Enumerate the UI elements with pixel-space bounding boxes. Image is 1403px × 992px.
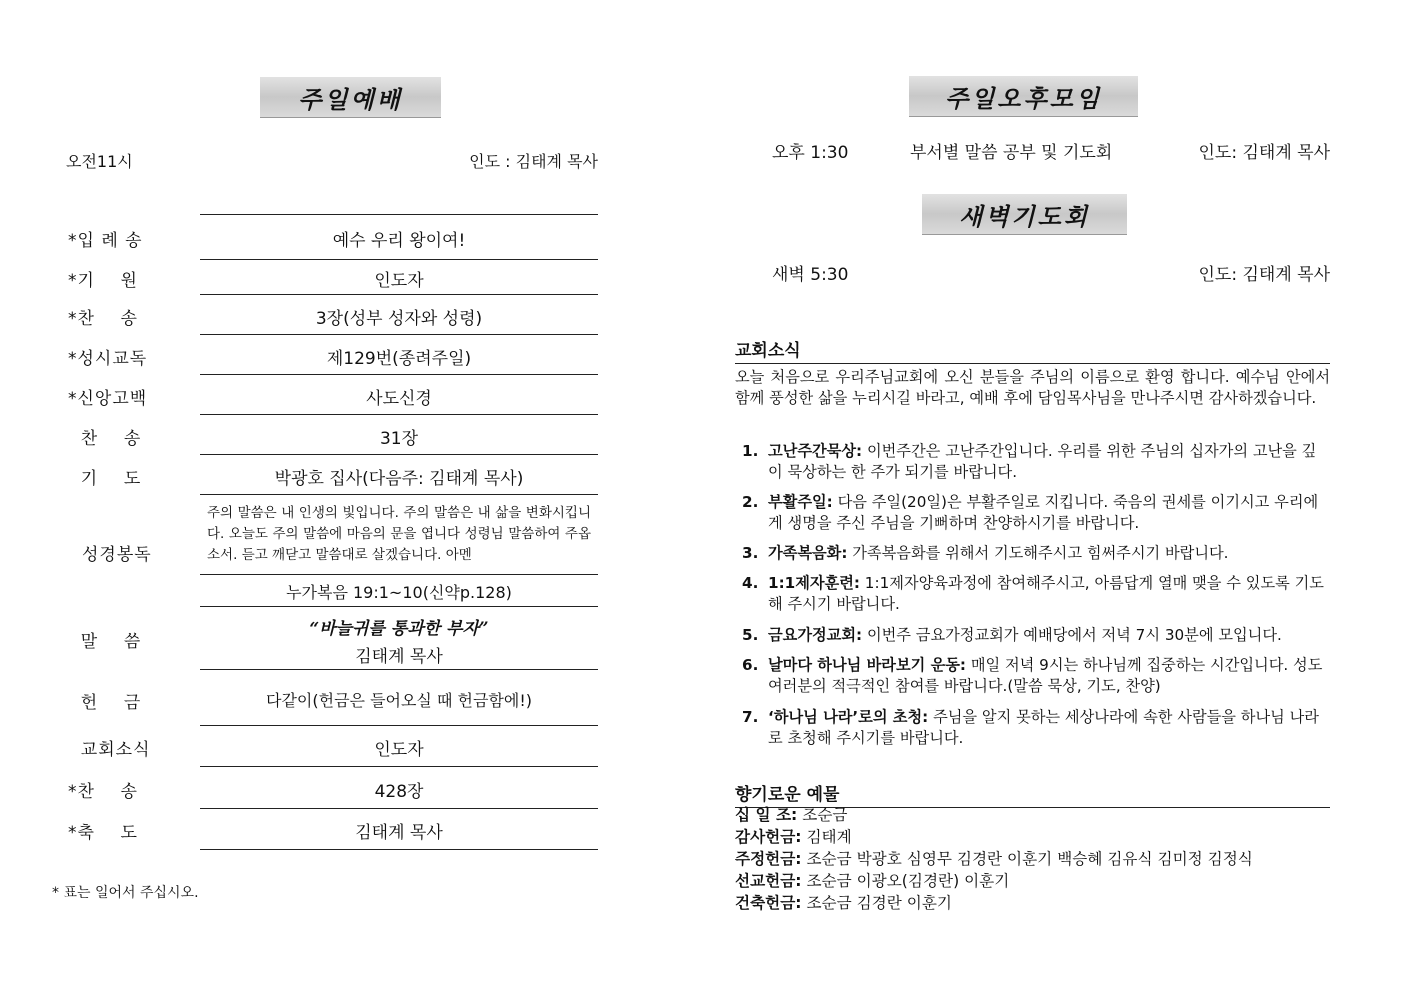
news-item-number: 4. — [742, 574, 759, 592]
footnote: * 표는 일어서 주십시오. — [52, 885, 199, 901]
dawn-title-banner — [922, 194, 1127, 235]
offering-line — [735, 848, 1330, 870]
news-item-head: 금요가정교회: — [768, 626, 863, 644]
news-item-body: 매일 저녁 9시는 하나님께 집중하는 시간입니다. 성도 여러분의 적극적인 참여를 바랍니다.(말씀 묵상, 기도, 찬양) — [768, 656, 1323, 695]
reading-label: 성경봉독 — [82, 545, 152, 565]
table-line — [200, 414, 598, 415]
news-item — [742, 441, 1330, 483]
offering-line-label: 감사헌금: — [735, 828, 802, 846]
offering-line-names: 김태계 — [806, 828, 852, 846]
order-label: 기 도 — [68, 469, 142, 489]
offering-line-names: 조순금 김경란 이훈기 — [806, 894, 952, 912]
offering-line-names: 조순금 이광오(김경란) 이훈기 — [806, 872, 1010, 890]
order-value: 31장 — [379, 429, 419, 449]
offering-line-names: 조순금 박광호 심영무 김경란 이훈기 백승혜 김유식 김미정 김정식 — [806, 850, 1253, 868]
order-value: 제129번(종려주일) — [326, 349, 472, 369]
order-label: *신앙고백 — [68, 389, 148, 409]
table-line — [200, 669, 598, 670]
dawn-time: 새벽 5:30 — [772, 265, 849, 285]
offering-line-label: 십 일 조: — [735, 806, 798, 824]
table-line — [200, 808, 598, 809]
news-item-head: 고난주간묵상: — [768, 442, 863, 460]
order-value: 예수 우리 왕이여! — [332, 231, 466, 251]
table-line — [200, 606, 598, 607]
news-item-head: 1:1제자훈련: — [768, 574, 860, 592]
news-item — [742, 573, 1330, 615]
news-item-head: 날마다 하나님 바라보기 운동: — [768, 656, 966, 674]
news-item-head: 부활주일: — [768, 493, 833, 511]
sermon-speaker: 김태계 목사 — [355, 647, 443, 667]
order-label: *입 례 송 — [68, 231, 143, 251]
worship-leader: 인도 : 김태계 목사 — [469, 152, 598, 171]
reading-reference: 누가복음 19:1~10(신약p.128) — [286, 583, 512, 602]
offering-line — [735, 870, 1330, 892]
table-line — [200, 494, 598, 495]
table-line — [200, 574, 598, 575]
order-value: 3장(성부 성자와 성령) — [315, 309, 483, 329]
news-item — [742, 707, 1330, 749]
worship-time: 오전11시 — [66, 152, 133, 171]
news-item-head: 가족복음화: — [768, 544, 848, 562]
closing-hymn-value: 428장 — [374, 782, 424, 802]
table-line — [200, 725, 598, 726]
news-section-title-text: 교회소식 — [735, 341, 801, 361]
news-item — [742, 625, 1330, 646]
afternoon-title: 주일오후모임 — [944, 83, 1103, 113]
blessing-label: *축 도 — [68, 823, 138, 843]
news-item-number: 7. — [742, 708, 759, 726]
offering-line — [735, 892, 1330, 914]
news-value: 인도자 — [374, 740, 424, 760]
offering-list — [735, 804, 1330, 914]
offering-line-label: 주정헌금: — [735, 850, 802, 868]
afternoon-title-banner — [909, 76, 1138, 117]
order-label: *기 원 — [68, 271, 138, 291]
order-value: 사도신경 — [366, 389, 432, 409]
table-line — [200, 294, 598, 295]
offering-line-label: 건축헌금: — [735, 894, 802, 912]
table-line — [200, 259, 598, 260]
order-value: 인도자 — [374, 271, 424, 291]
news-intro: 오늘 처음으로 우리주님교회에 오신 분들을 주님의 이름으로 환영 합니다. 예수님 안에서 함께 풍성한 삶을 누리시길 바라고, 예배 후에 담임목사님을 만나주시면 감사하겠습니다. — [735, 368, 1330, 407]
worship-title: 주일예배 — [298, 84, 403, 114]
afternoon-time: 오후 1:30 — [772, 143, 849, 163]
offering-line — [735, 826, 1330, 848]
news-item-body: 가족복음화를 위해서 기도해주시고 힘써주시기 바랍니다. — [852, 544, 1229, 562]
offering-value: 다같이(헌금은 들어오실 때 헌금함에!) — [266, 691, 532, 710]
news-item-number: 1. — [742, 442, 759, 460]
news-item-body: 다음 주일(20일)은 부활주일로 지킵니다. 죽음의 권세를 이기시고 우리에게 생명을 주신 주님을 기뻐하며 찬양하시기를 바랍니다. — [768, 493, 1319, 532]
news-item — [742, 655, 1330, 697]
closing-hymn-label: *찬 송 — [68, 782, 138, 802]
order-value: 박광호 집사(다음주: 김태계 목사) — [274, 469, 524, 489]
order-label: 찬 송 — [68, 429, 142, 449]
afternoon-description: 부서별 말씀 공부 및 기도회 — [910, 143, 1113, 163]
table-line — [200, 214, 598, 215]
table-line — [200, 766, 598, 767]
table-line — [200, 849, 598, 850]
news-item-body: 이번주간은 고난주간입니다. 우리를 위한 주님의 십자가의 고난을 깊이 묵상하는 한 주가 되기를 바랍니다. — [768, 442, 1317, 481]
news-item-head: ‘하나님 나라’로의 초청: — [768, 708, 929, 726]
news-item — [742, 543, 1330, 564]
afternoon-leader: 인도: 김태계 목사 — [1198, 143, 1330, 163]
order-label: *성시교독 — [68, 349, 148, 369]
news-item-body: 이번주 금요가정교회가 예배당에서 저녁 7시 30분에 모입니다. — [866, 626, 1282, 644]
news-item-body: 1:1제자양육과정에 참여해주시고, 아름답게 열매 맺을 수 있도록 기도해 주시기 바랍니다. — [768, 574, 1324, 613]
offering-section-title-text: 향기로운 예물 — [735, 785, 840, 805]
table-line — [200, 334, 598, 335]
news-item-number: 3. — [742, 544, 759, 562]
offering-line-label: 선교헌금: — [735, 872, 802, 890]
news-item-number: 5. — [742, 626, 759, 644]
offering-label: 헌 금 — [68, 693, 142, 713]
news-item-body: 주님을 알지 못하는 세상나라에 속한 사람들을 하나님 나라로 초청해 주시기를 바랍니다. — [768, 708, 1319, 747]
table-line — [200, 454, 598, 455]
sermon-label: 말 씀 — [68, 632, 142, 652]
news-section-title — [735, 336, 1330, 364]
news-item-number: 2. — [742, 493, 759, 511]
dawn-title: 새벽기도회 — [959, 201, 1090, 231]
blessing-value: 김태계 목사 — [355, 823, 443, 843]
dawn-leader: 인도: 김태계 목사 — [1198, 265, 1330, 285]
news-item — [742, 492, 1330, 534]
sermon-title: “바늘귀를 통과한 부자” — [309, 619, 489, 639]
offering-line — [735, 804, 1330, 826]
reading-text: 주의 말씀은 내 인생의 빛입니다. 주의 말씀은 내 삶을 변화시킵니다. 오늘도 주의 말씀에 마음의 문을 엽니다 성령님 말씀하여 주옵소서. 듣고 깨닫고 말씀대로 살겠습니다. 아멘 — [207, 505, 591, 563]
table-line — [200, 374, 598, 375]
offering-line-names: 조순금 — [802, 806, 848, 824]
order-label: *찬 송 — [68, 309, 138, 329]
news-label: 교회소식 — [68, 740, 151, 760]
worship-title-banner — [260, 77, 441, 118]
news-item-number: 6. — [742, 656, 759, 674]
